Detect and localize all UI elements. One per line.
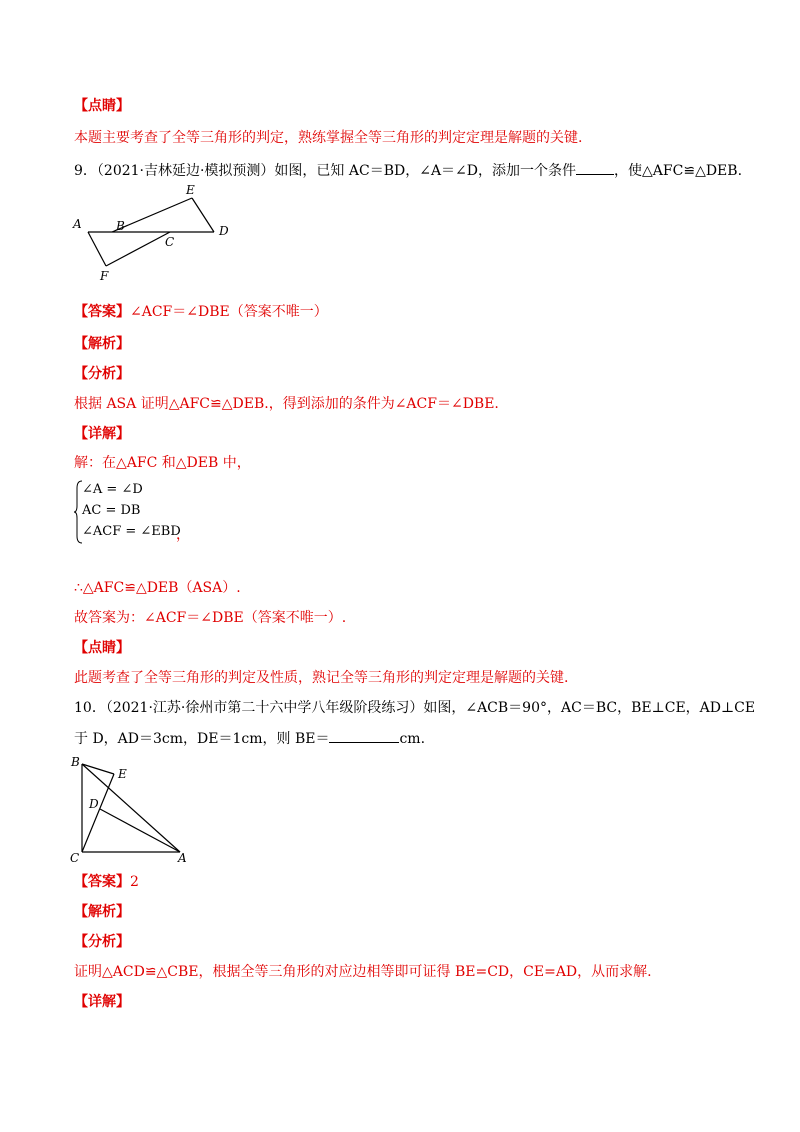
q9-dianjing-text: 此题考查了全等三角形的判定及性质，熟记全等三角形的判定定理是解题的关键. [74, 670, 569, 686]
q9-label-a: A [73, 217, 82, 231]
dianjing-tag: 【点睛】 [74, 98, 130, 114]
q9-figure [70, 180, 240, 285]
q10-label-d: D [89, 797, 99, 811]
q9-label-d: D [219, 224, 229, 238]
q10-stem-line2-part2: cm. [399, 731, 426, 747]
q9-fenxi-tag: 【分析】 [74, 366, 130, 382]
q9-label-c: C [165, 235, 175, 249]
q10-figure [68, 752, 198, 864]
q10-jiexi-tag: 【解析】 [74, 904, 130, 920]
q9-label-f: F [100, 269, 109, 283]
q9-final: 故答案为：∠ACF＝∠DBE（答案不唯一）. [74, 610, 347, 626]
q10-stem-line2 [74, 728, 425, 749]
q9-system-row-1: ∠A = ∠D [82, 482, 143, 497]
q10-stem-line2-part1: 于 D，AD＝3cm，DE＝1cm，则 BE＝ [74, 731, 330, 747]
q9-stem [74, 160, 742, 181]
q9-answer-tag: 【答案】 [74, 304, 130, 320]
q10-stem-line1: 10．（2021·江苏·徐州市第二十六中学八年级阶段练习）如图，∠ACB＝90°，AC＝BC，BE⊥CE，AD⊥CE [74, 700, 756, 716]
q9-dianjing-tag: 【点睛】 [74, 640, 130, 656]
q9-system-row-3: ∠ACF = ∠EBD [82, 524, 181, 539]
q10-answer [74, 872, 139, 892]
q9-answer-blank [576, 160, 614, 175]
q10-answer-blank [329, 728, 399, 743]
q10-fenxi-text: 证明△ACD≌△CBE，根据全等三角形的对应边相等即可证得 BE=CD，CE=AD，从而求解. [74, 964, 652, 980]
q9-stem-part1: 9．（2021·吉林延边·模拟预测）如图，已知 AC＝BD，∠A＝∠D，添加一个条件 [74, 163, 577, 179]
q10-answer-text: 2 [130, 874, 139, 890]
q9-label-e: E [186, 183, 195, 197]
q10-label-e: E [118, 767, 127, 781]
q9-conclusion: ∴△AFC≌△DEB（ASA）. [74, 580, 241, 596]
q9-xiangjie-tag: 【详解】 [74, 426, 130, 442]
q9-system-comma: ， [176, 527, 190, 543]
q9-stem-part2: ，使△AFC≌△DEB. [614, 163, 743, 179]
q10-label-a: A [178, 851, 187, 864]
q10-fenxi-tag: 【分析】 [74, 934, 130, 950]
q10-xiangjie-tag: 【详解】 [74, 994, 130, 1010]
q9-fenxi-text: 根据 ASA 证明△AFC≌△DEB.，得到添加的条件为∠ACF＝∠DBE. [74, 396, 499, 412]
q9-answer-text: ∠ACF＝∠DBE（答案不唯一） [130, 304, 328, 320]
q9-system-row-2: AC = DB [82, 503, 141, 518]
q9-xiangjie-text: 解：在△AFC 和△DEB 中， [74, 455, 251, 471]
q10-label-b: B [71, 755, 80, 769]
q9-label-b: B [116, 219, 125, 233]
q10-label-c: C [70, 851, 80, 864]
q10-answer-tag: 【答案】 [74, 874, 130, 890]
q9-answer [74, 302, 328, 322]
dianjing-text: 本题主要考查了全等三角形的判定，熟练掌握全等三角形的判定定理是解题的关键. [74, 130, 583, 146]
q9-jiexi-tag: 【解析】 [74, 336, 130, 352]
